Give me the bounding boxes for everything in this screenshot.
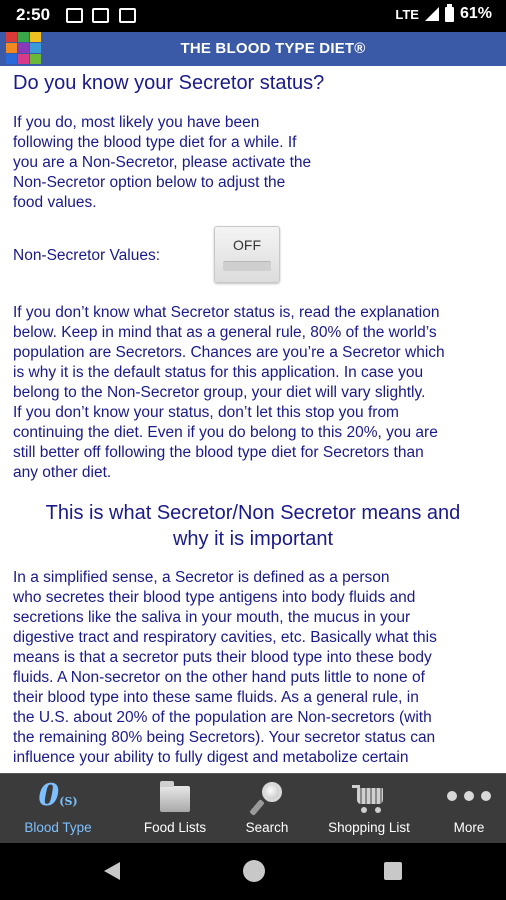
battery-icon [445, 7, 454, 22]
page-title: Do you know your Secretor status? [13, 72, 325, 94]
blood-type-icon: 0(S) [38, 778, 78, 813]
bottom-nav [0, 773, 506, 843]
battery-percent: 61% [459, 5, 492, 22]
home-icon[interactable] [243, 860, 265, 882]
non-secretor-toggle[interactable] [214, 226, 280, 283]
system-nav-bar [0, 843, 506, 900]
tab-search[interactable] [234, 774, 300, 844]
gmail-notification-icon [66, 8, 83, 23]
definition-paragraph: In a simplified sense, a Secretor is defined as a person who secretes their blood type antigens into body fluids and secretions like the saliva in your mouth, the mucus in your digestive tract and respiratory cavities, etc. Basically what this means is that a secretor puts their blood type into these body fluids. A Non-secretor on the other hand puts little to none of their blood type into these same fluids. As a general rule, in the U.S. about 20% of the population are Non-secretors (with the remaining 80% being Secretors). Your secretor status can influence your ability to fully digest and metabolize certain [13, 569, 437, 766]
folder-icon [160, 786, 190, 812]
network-type: LTE [395, 6, 419, 22]
status-time: 2:50 [16, 5, 51, 24]
app-title: THE BLOOD TYPE DIET® [180, 40, 366, 57]
tab-label: Food Lists [143, 820, 207, 835]
recent-apps-icon[interactable] [384, 862, 402, 880]
cart-icon [352, 784, 386, 814]
intro-paragraph: If you do, most likely you have been following the blood type diet for a while. If you are a Non-Secretor, please activate the Non-Secretor option below to adjust the food values. [13, 114, 312, 211]
explanation-paragraph: If you don’t know what Secretor status is, read the explanation below. Keep in mind that as a general rule, 80% of the world’s population are Secretors. Chances are you’re a Secretor which is why it is the default status for this application. In case you belong to the Non-Secretor group, your diet will vary slightly. If you don’t know your status, don’t let this stop you from continuing the diet. Even if you do belong to this 20%, you are still better off following the blood type diet for Secretors than any other diet. [13, 304, 445, 481]
non-secretor-label: Non-Secretor Values: [13, 247, 161, 264]
tab-label: Blood Type [24, 820, 92, 835]
status-indicators [395, 5, 492, 23]
tab-label: Search [245, 820, 289, 835]
tab-label: More [453, 820, 485, 835]
tab-label: Shopping List [328, 820, 410, 835]
tab-more[interactable] [436, 774, 502, 844]
tab-food-lists[interactable] [116, 774, 234, 844]
toggle-state: OFF [233, 237, 261, 253]
magnifier-icon [252, 782, 282, 816]
content-scroll-area[interactable] [0, 66, 506, 773]
back-icon[interactable] [104, 862, 120, 880]
section-heading: This is what Secretor/Non Secretor means and why it is important [45, 502, 461, 550]
toggle-track [223, 261, 271, 271]
app-bar [0, 32, 506, 66]
tab-blood-type[interactable] [0, 774, 116, 844]
status-bar [0, 0, 506, 32]
mail-notification-icon [119, 8, 136, 23]
more-dots-icon [447, 791, 491, 801]
signal-icon [425, 7, 439, 21]
tab-shopping-list[interactable] [318, 774, 420, 844]
calendar-notification-icon [92, 8, 109, 23]
